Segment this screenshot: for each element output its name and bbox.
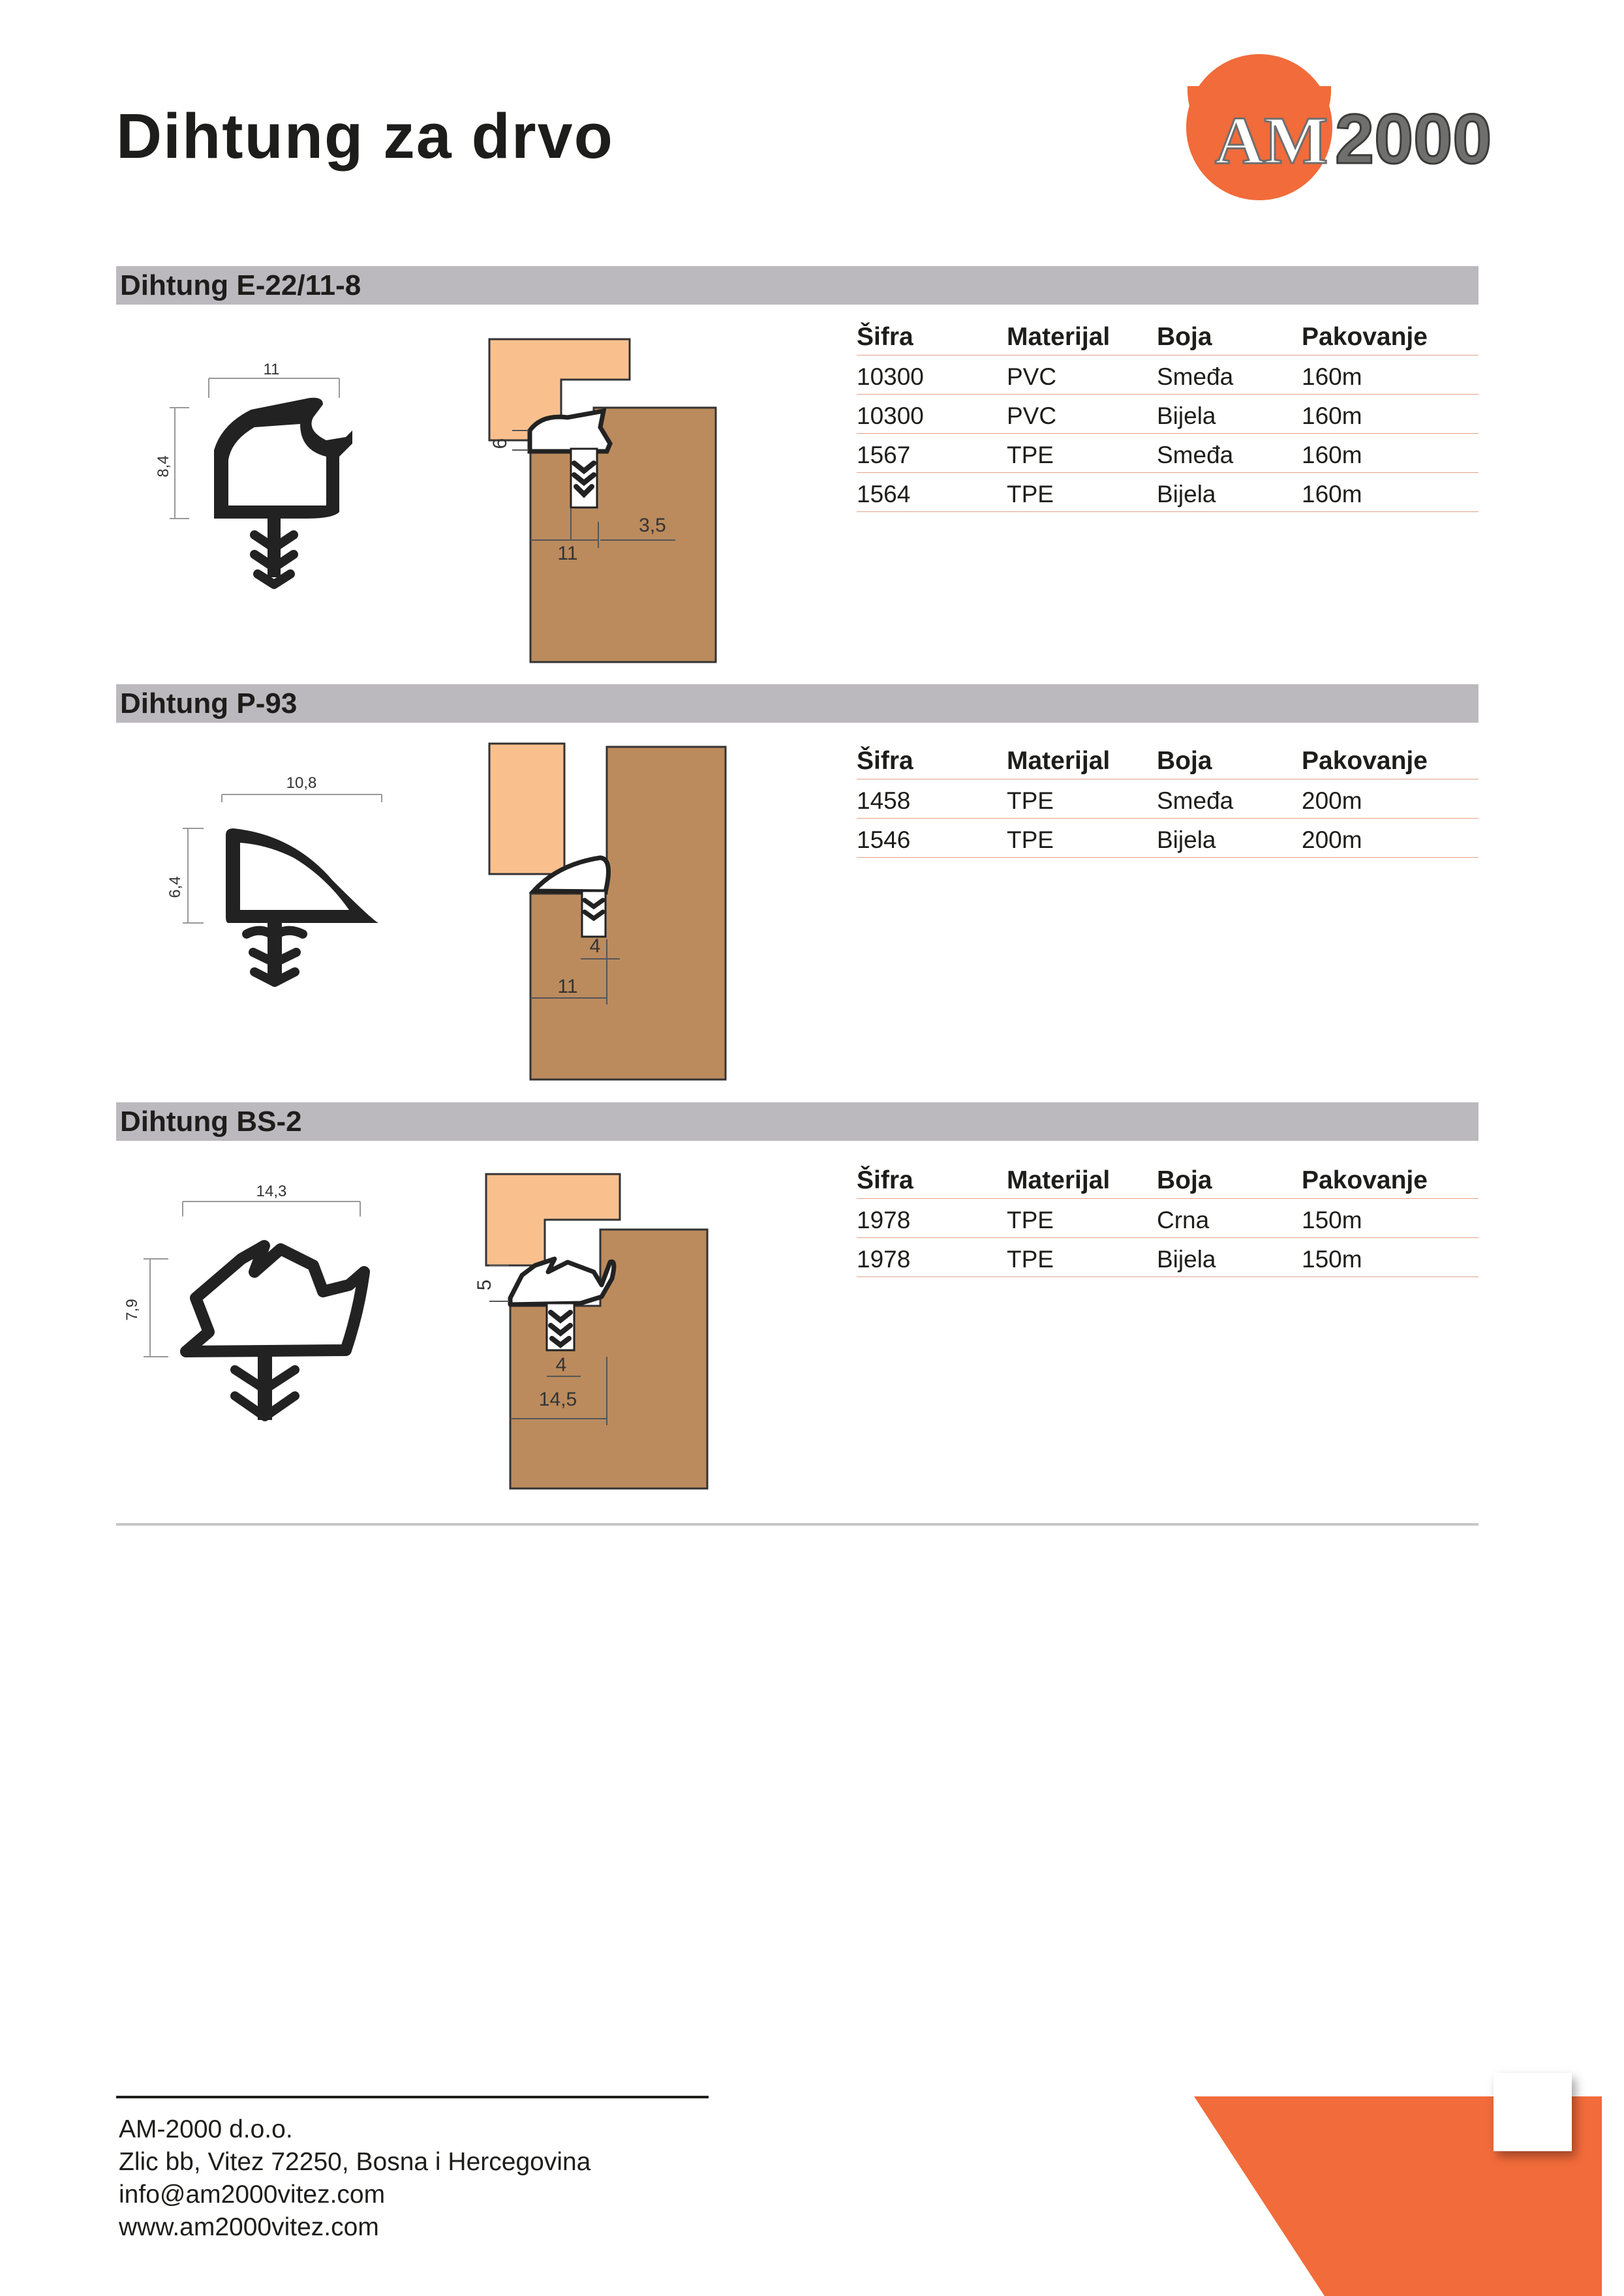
table-row [857, 1199, 1478, 1238]
cell-pakovanje: 150m [1302, 1246, 1362, 1273]
cell-materijal: TPE [1007, 1246, 1054, 1273]
cell-pakovanje: 160m [1302, 402, 1362, 429]
install-slot-label: 4 [589, 935, 601, 957]
cell-boja: Bijela [1157, 402, 1216, 429]
cell-materijal: PVC [1007, 363, 1057, 390]
cell-boja: Bijela [1157, 826, 1216, 853]
header-boja: Boja [1157, 747, 1212, 775]
profile-drawing-e22 [137, 352, 385, 587]
cell-pakovanje: 200m [1302, 787, 1362, 814]
install-width-label: 11 [557, 543, 578, 564]
cell-sifra: 10300 [857, 363, 924, 390]
logo-2000-text: 2000 [1335, 99, 1492, 178]
profile-width-label: 10,8 [286, 774, 317, 792]
section-bar-p93 [116, 684, 1478, 723]
header-materijal: Materijal [1007, 747, 1111, 775]
cell-pakovanje: 160m [1302, 442, 1362, 468]
header-materijal: Materijal [1007, 323, 1111, 351]
cell-sifra: 1978 [857, 1246, 911, 1273]
cell-pakovanje: 150m [1302, 1207, 1362, 1233]
footer-company: AM-2000 d.o.o. [119, 2115, 293, 2143]
install-slot-label: 4 [555, 1354, 567, 1376]
footer-website[interactable]: www.am2000vitez.com [119, 2213, 379, 2241]
bs2-profile-shape [186, 1246, 364, 1352]
cell-boja: Bijela [1157, 1246, 1216, 1273]
cell-pakovanje: 160m [1302, 481, 1362, 507]
cell-boja: Bijela [1157, 481, 1216, 507]
install-gap-label: 5 [474, 1279, 495, 1291]
header-sifra: Šifra [857, 747, 913, 775]
table-header-row [857, 1147, 1478, 1199]
section-title-p93: Dihtung P-93 [120, 687, 298, 719]
cell-pakovanje: 160m [1302, 363, 1362, 390]
header-sifra: Šifra [857, 323, 913, 351]
cell-materijal: PVC [1007, 402, 1057, 429]
cell-materijal: TPE [1007, 481, 1054, 507]
cell-sifra: 1567 [857, 442, 911, 468]
install-drawing-e22 [483, 333, 731, 665]
install-gap-label: 6 [489, 438, 511, 449]
cell-pakovanje: 200m [1302, 826, 1362, 853]
section-bar-e22 [116, 266, 1478, 305]
cell-materijal: TPE [1007, 1207, 1054, 1233]
section-bar-bs2 [116, 1102, 1478, 1141]
section-title-bs2: Dihtung BS-2 [120, 1106, 302, 1138]
footer-white-square [1494, 2073, 1572, 2151]
header-boja: Boja [1157, 323, 1212, 351]
table-header-row [857, 727, 1478, 779]
profile-drawing-bs2 [124, 1181, 418, 1442]
cell-materijal: TPE [1007, 787, 1054, 814]
cell-boja: Smeđa [1157, 363, 1234, 390]
cell-sifra: 1458 [857, 787, 911, 814]
profile-height-label: 8,4 [155, 455, 172, 477]
e22-profile-shape [214, 398, 352, 519]
logo-am-text: AM [1215, 103, 1328, 178]
table-header-row [857, 303, 1478, 355]
header-boja: Boja [1157, 1166, 1212, 1194]
install-depth-label: 3,5 [639, 515, 666, 536]
profile-height-label: 7,9 [123, 1299, 141, 1321]
footer-divider [116, 2096, 709, 2098]
table-row [857, 355, 1478, 395]
section-title-e22: Dihtung E-22/11-8 [120, 269, 361, 301]
profile-width-label: 14,3 [256, 1183, 287, 1200]
profile-height-label: 6,4 [166, 876, 184, 898]
table-row [857, 1238, 1478, 1277]
cell-materijal: TPE [1007, 826, 1054, 853]
cell-boja: Crna [1157, 1207, 1210, 1233]
spec-table-p93 [857, 727, 1478, 858]
cell-sifra: 1978 [857, 1207, 911, 1233]
header-materijal: Materijal [1007, 1166, 1111, 1194]
header-pakovanje: Pakovanje [1302, 747, 1428, 775]
table-row [857, 434, 1478, 473]
install-drawing-bs2 [474, 1168, 724, 1494]
cell-boja: Smeđa [1157, 442, 1234, 468]
p93-profile-shape [226, 828, 378, 923]
header-sifra: Šifra [857, 1166, 913, 1194]
footer-address: Zlic bb, Vitez 72250, Bosna i Hercegovina [119, 2148, 591, 2176]
cell-boja: Smeđa [1157, 787, 1234, 814]
page-title: Dihtung za drvo [116, 100, 614, 172]
spec-table-e22 [857, 303, 1478, 512]
company-logo [1174, 59, 1527, 209]
table-row [857, 779, 1478, 819]
cell-sifra: 1564 [857, 481, 911, 507]
spec-table-bs2 [857, 1147, 1478, 1277]
install-width-label: 14,5 [538, 1389, 577, 1410]
profile-width-label: 11 [263, 361, 280, 378]
footer-email[interactable]: info@am2000vitez.com [119, 2181, 386, 2209]
p93-frame-light [489, 744, 564, 874]
cell-materijal: TPE [1007, 442, 1054, 468]
content-end-divider [116, 1523, 1478, 1526]
table-row [857, 819, 1478, 858]
install-width-label: 11 [557, 976, 578, 997]
header-pakovanje: Pakovanje [1302, 323, 1428, 351]
table-row [857, 473, 1478, 512]
header-pakovanje: Pakovanje [1302, 1166, 1428, 1194]
cell-sifra: 10300 [857, 402, 924, 429]
profile-drawing-p93 [163, 763, 398, 998]
cell-sifra: 1546 [857, 826, 911, 853]
table-row [857, 395, 1478, 434]
install-drawing-p93 [483, 737, 731, 1083]
